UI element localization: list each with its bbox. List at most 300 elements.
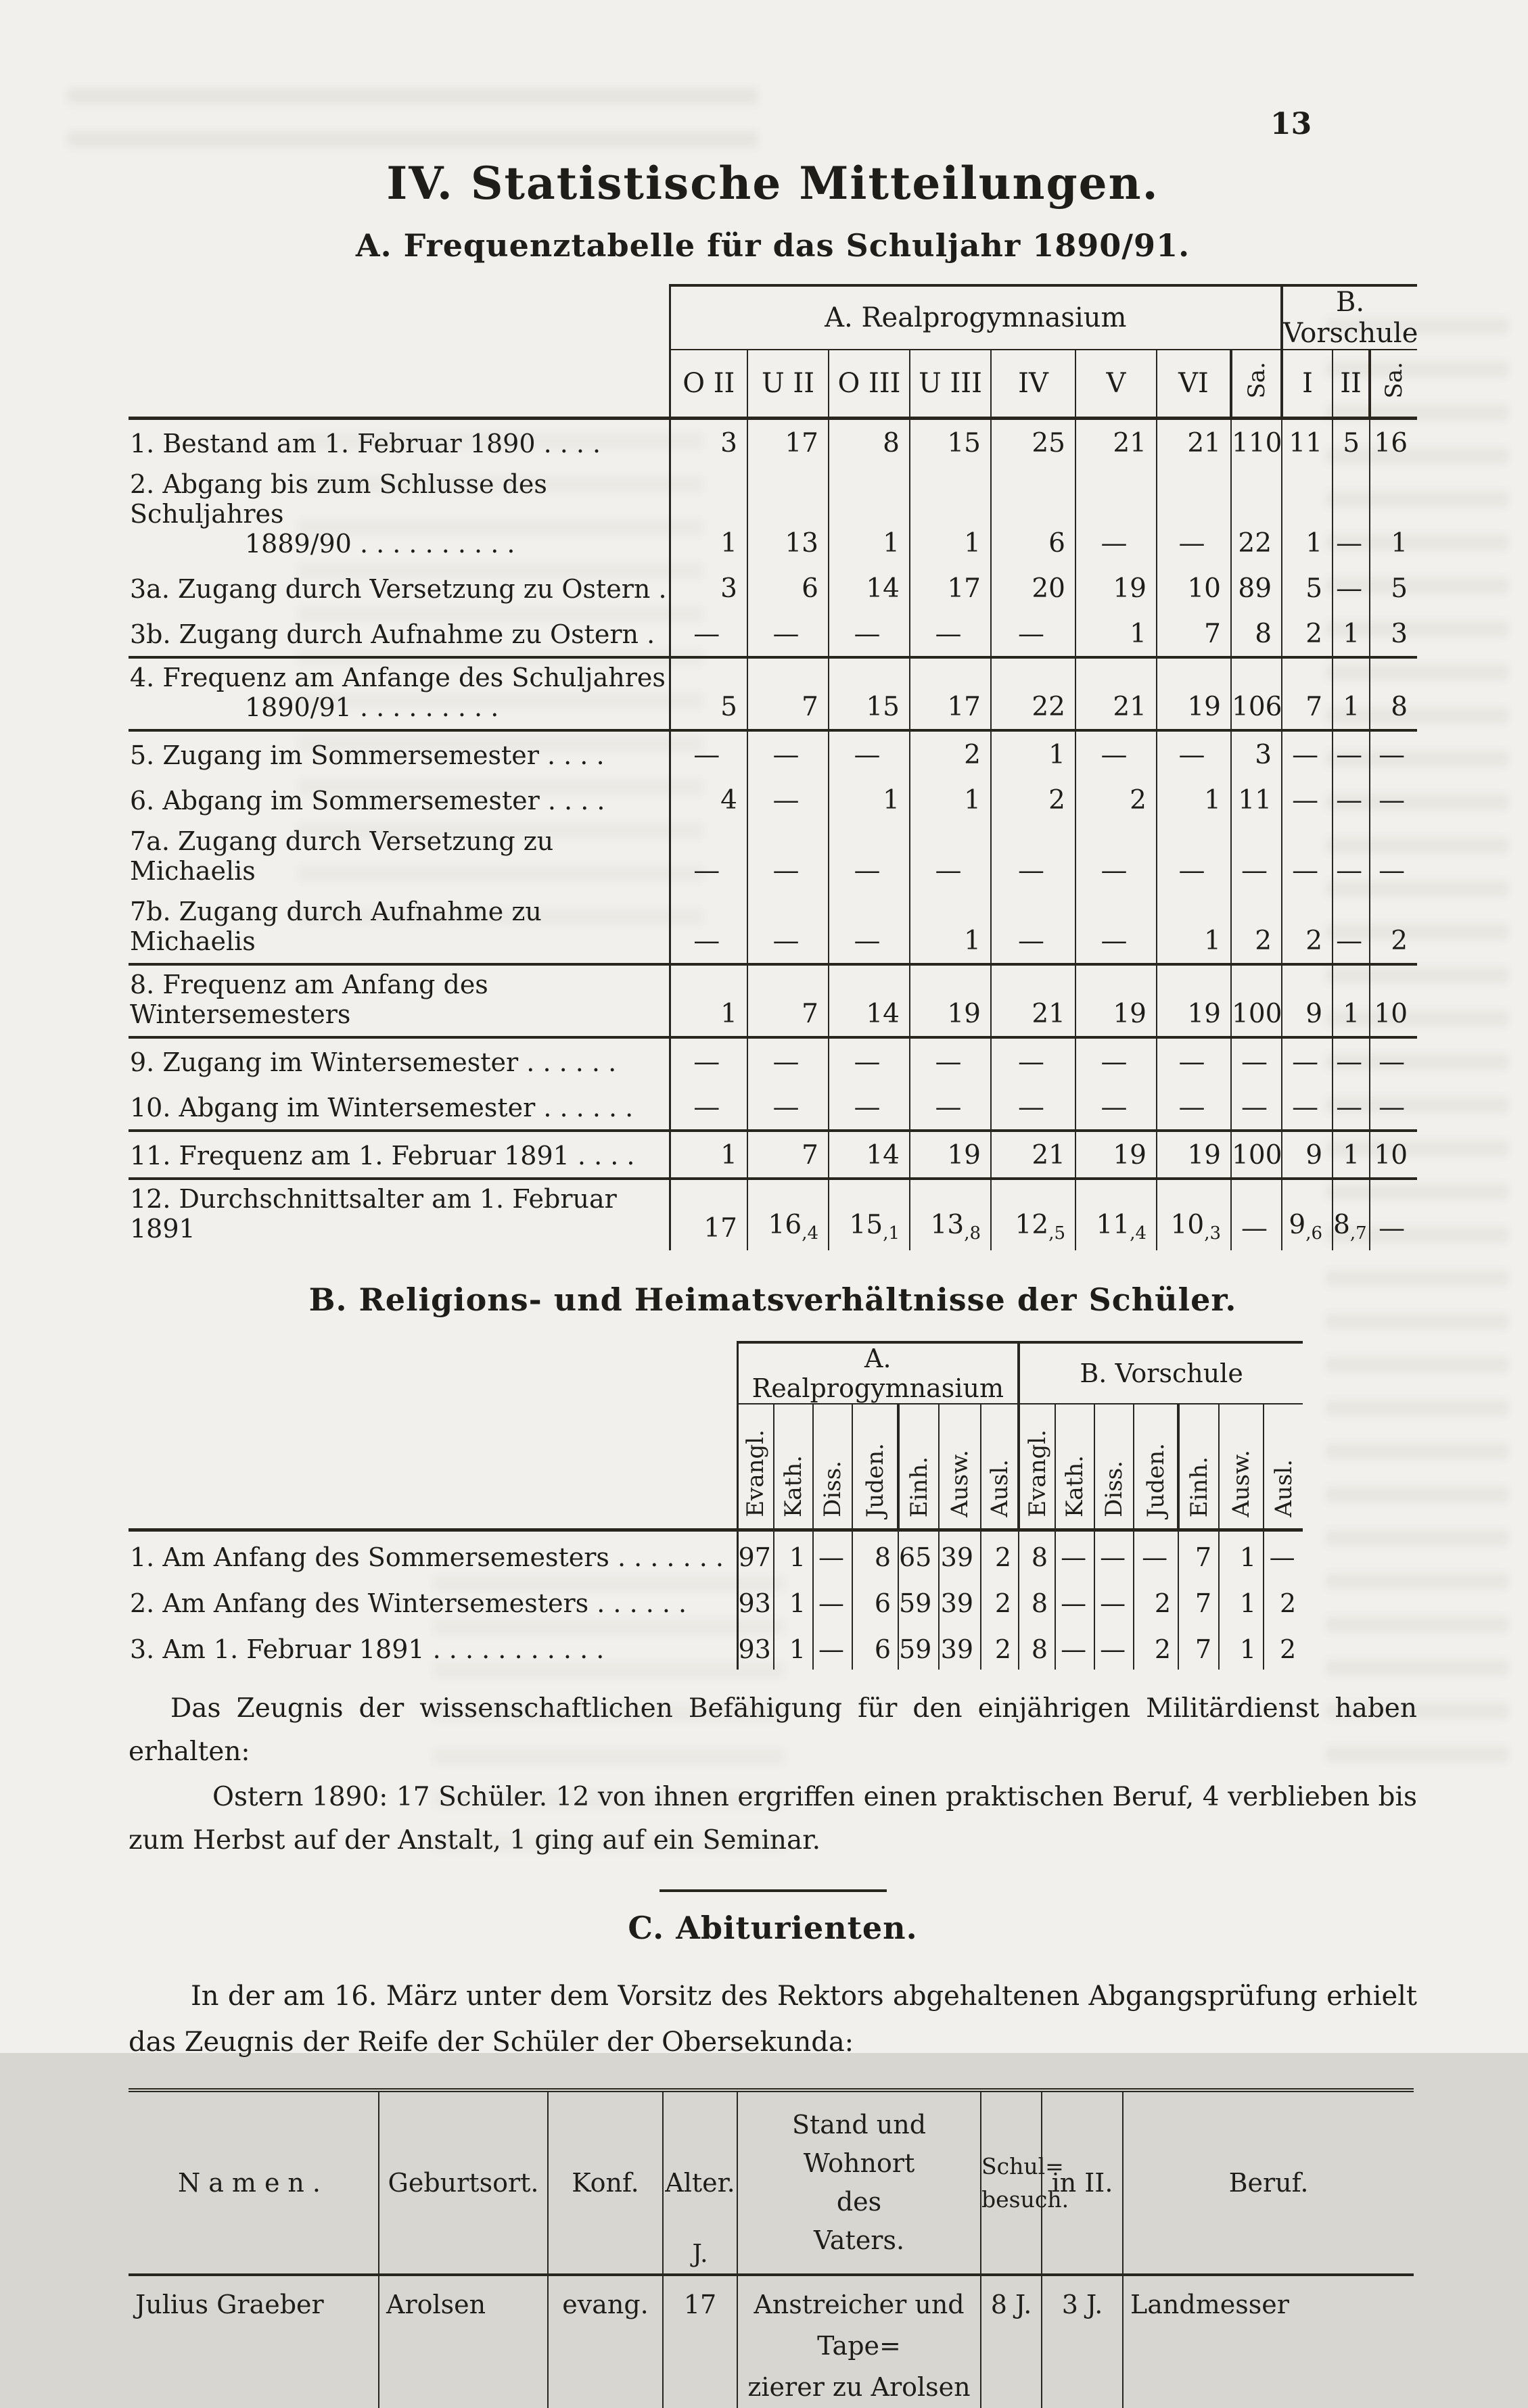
value-cell: —	[1370, 1084, 1417, 1131]
row-label-line: 8. Frequenz am Anfang des Wintersemesters	[130, 970, 488, 1029]
table-row	[129, 777, 1417, 822]
row-label-line: 3b. Zugang durch Aufnahme zu Ostern .	[130, 619, 655, 649]
column-header: VI	[1157, 350, 1231, 419]
row-label	[129, 1131, 670, 1179]
table-b-head	[129, 1342, 1303, 1530]
rotated-label: Einh.	[905, 1456, 933, 1517]
value-cell: 11	[1231, 777, 1282, 822]
column-header	[129, 2090, 379, 2275]
value-cell: 2	[910, 730, 991, 777]
value-cell: 59	[898, 1578, 939, 1624]
column-header	[1264, 1404, 1303, 1530]
value-cell: $15_{,1}$	[829, 1179, 910, 1250]
column-header	[981, 1404, 1019, 1530]
row-label-line: 10. Abgang im Wintersemester . . . . . .	[130, 1093, 634, 1123]
value-cell: —	[693, 740, 720, 770]
value-cell: 4	[720, 785, 737, 816]
value-cell: $10_{,3}$	[1157, 1179, 1231, 1250]
value-cell: —	[991, 611, 1075, 657]
value-cell: —	[813, 1578, 852, 1624]
table-row	[129, 1037, 1417, 1084]
row-label	[129, 1084, 670, 1131]
table-row	[129, 611, 1417, 657]
value-cell: 1	[1333, 964, 1370, 1037]
value-cell: 1	[670, 1131, 747, 1179]
value-cell: 7	[1157, 611, 1231, 657]
value-cell: —	[813, 1530, 852, 1578]
column-header-label: Geburtsort.	[388, 2167, 539, 2198]
value-cell: 2	[981, 1530, 1019, 1578]
value-cell: —	[1075, 1037, 1157, 1084]
value-cell: —	[829, 822, 910, 893]
group-header-row	[129, 285, 1417, 350]
column-header	[737, 2090, 981, 2275]
column-header-label: in II.	[1051, 2167, 1113, 2198]
column-header	[1370, 350, 1417, 419]
value-cell: 1	[1333, 611, 1370, 657]
value-cell: 2	[1282, 893, 1333, 964]
row-label-line: 1. Bestand am 1. Februar 1890 . . . .	[130, 429, 601, 458]
page-title: IV. Statistische Mitteilungen.	[386, 157, 1159, 210]
value-cell: 7	[747, 657, 829, 730]
value-cell: 6	[852, 1624, 898, 1670]
row-label-line: 12. Durchschnittsalter am 1. Februar 1891	[130, 1184, 617, 1244]
military-certificate-note: Das Zeugnis der wissenschaftlichen Befähigung für den einjährigen Militärdienst haben erhalten:	[129, 1693, 1417, 1768]
value-cell: 21	[1157, 419, 1231, 466]
row-label	[129, 822, 670, 893]
value-cell: —	[910, 1037, 991, 1084]
value-cell: 2	[1264, 1578, 1303, 1624]
value-cell: —	[1134, 1530, 1178, 1578]
row-label-line: 3a. Zugang durch Versetzung zu Ostern .	[130, 574, 667, 604]
value-cell: 8	[1019, 1578, 1055, 1624]
group-header-row	[129, 1342, 1303, 1404]
class-header-row	[129, 350, 1417, 419]
value-cell: 21	[1075, 657, 1157, 730]
value-cell: 8	[1370, 657, 1417, 730]
table-row	[129, 1578, 1303, 1624]
value-cell: 3	[720, 428, 737, 458]
value-cell: 19	[1075, 565, 1157, 611]
decimal-part: ,3	[1204, 1223, 1221, 1244]
value-cell: Julius Graeber	[135, 2290, 324, 2320]
row-label	[129, 1179, 670, 1250]
value-cell: 1	[1219, 1624, 1264, 1670]
value-cell: 3	[720, 573, 737, 604]
value-cell: Landmesser	[1123, 2275, 1414, 2407]
rotated-label: Sa.	[1381, 361, 1408, 399]
value-cell: 1	[991, 730, 1075, 777]
value-cell: 3 J.	[1042, 2275, 1123, 2407]
value-cell: —	[1370, 730, 1417, 777]
decimal-part: ,5	[1048, 1223, 1065, 1244]
value-cell: —	[1157, 465, 1231, 565]
value-cell: 1	[829, 465, 910, 565]
row-label: 2. Am Anfang des Wintersemesters . . . . . .	[129, 1578, 737, 1624]
value-cell: 19	[1075, 1131, 1157, 1179]
table-c-head	[129, 2090, 1414, 2275]
value-cell: —	[670, 611, 747, 657]
row-label-line: 5. Zugang im Sommersemester . . . .	[130, 740, 605, 770]
religion-residence-table	[129, 1341, 1303, 1670]
column-header: U III	[910, 350, 991, 419]
value-cell: 17	[910, 565, 991, 611]
value-cell: evang.	[548, 2275, 663, 2407]
row-label	[129, 565, 670, 611]
value-cell: 8	[1231, 611, 1282, 657]
value-cell: —	[747, 777, 829, 822]
value-cell: 2	[981, 1578, 1019, 1624]
column-header-label: Namen.	[178, 2167, 329, 2198]
value-cell: $8_{,7}$	[1333, 1179, 1370, 1250]
row-label	[129, 964, 670, 1037]
value-cell: 3	[1370, 611, 1417, 657]
value-cell: —	[1370, 822, 1417, 893]
table-row	[129, 1131, 1417, 1179]
rotated-label: Ausl.	[1270, 1459, 1297, 1517]
value-cell: 39	[939, 1624, 981, 1670]
value-cell: 1	[1282, 465, 1333, 565]
abiturienten-intro: In der am 16. März unter dem Vorsitz des Rektors abgehaltenen Abgangsprüfung erhielt das Zeugnis der Reife der Schüler der Obersekunda:	[129, 1981, 1417, 2058]
value-cell: 11	[1282, 419, 1333, 466]
value-cell: —	[829, 611, 910, 657]
row-label-line: 2. Abgang bis zum Schlusse des Schuljahres	[130, 469, 547, 529]
value-cell: 22	[1231, 465, 1282, 565]
column-header	[813, 1404, 852, 1530]
value-cell: $12_{,5}$	[991, 1179, 1075, 1250]
rotated-label: Kath.	[780, 1455, 807, 1517]
value-cell: —	[991, 822, 1075, 893]
value-cell: 1	[720, 528, 737, 559]
value-cell: —	[1333, 893, 1370, 964]
value-cell: 8	[1019, 1624, 1055, 1670]
value-cell: —	[829, 1037, 910, 1084]
value-cell: 19	[1075, 964, 1157, 1037]
value-cell: 8	[852, 1530, 898, 1578]
row-label: 3. Am 1. Februar 1891 . . . . . . . . . . .	[129, 1624, 737, 1670]
rotated-label: Ausl.	[986, 1459, 1013, 1517]
rotated-label: Evangl.	[742, 1430, 770, 1517]
value-cell: 17	[663, 2275, 737, 2407]
rotated-header-row	[129, 1404, 1303, 1530]
value-cell: 6	[852, 1578, 898, 1624]
row-label	[129, 611, 670, 657]
value-cell: 3	[1231, 730, 1282, 777]
value-cell: 1	[1219, 1578, 1264, 1624]
table-row	[129, 964, 1417, 1037]
column-header	[1019, 1404, 1055, 1530]
table-row	[129, 1084, 1417, 1131]
frequency-table	[129, 284, 1417, 1250]
row-label	[129, 893, 670, 964]
group-header: B. Vorschule	[1283, 287, 1418, 349]
rotated-label: Juden.	[1142, 1442, 1170, 1517]
value-cell: $13_{,8}$	[910, 1179, 991, 1250]
row-label-line: 1890/91 . . . . . . . . .	[245, 692, 499, 722]
value-cell: 14	[829, 964, 910, 1037]
table-row	[129, 1179, 1417, 1250]
table-row	[129, 893, 1417, 964]
value-cell: 17	[747, 419, 829, 466]
value-cell: 100	[1231, 1131, 1282, 1179]
value-cell: 2	[981, 1624, 1019, 1670]
page-number: 13	[1270, 107, 1312, 141]
value-cell: 1	[774, 1530, 813, 1578]
military-certificate-detail: Ostern 1890: 17 Schüler. 12 von ihnen ergriffen einen praktischen Beruf, 4 verblieben bis zum Herbst auf der Anstalt, 1 ging auf ein Seminar.	[129, 1781, 1417, 1856]
value-cell: 5	[670, 657, 747, 730]
value-cell: —	[991, 1084, 1075, 1131]
value-cell: —	[1055, 1530, 1094, 1578]
column-header	[1231, 350, 1282, 419]
value-cell: —	[1282, 1084, 1333, 1131]
value-cell: 8	[829, 419, 910, 466]
section-a-heading: A. Frequenztabelle für das Schuljahr 1890/91.	[355, 227, 1190, 264]
decimal-part: ,1	[883, 1223, 900, 1244]
decimal-part: ,4	[1130, 1223, 1147, 1244]
row-label-line: 1889/90 . . . . . . . . . .	[245, 529, 515, 559]
value-cell: 20	[991, 565, 1075, 611]
column-header	[379, 2090, 548, 2275]
value-cell: 6	[991, 465, 1075, 565]
value-cell: 39	[939, 1530, 981, 1578]
column-header: IV	[991, 350, 1075, 419]
table-row	[129, 822, 1417, 893]
page-content	[129, 0, 1417, 2408]
value-cell: —	[747, 1037, 829, 1084]
value-cell: —	[1075, 730, 1157, 777]
value-cell: 2	[1231, 893, 1282, 964]
value-cell: —	[1282, 822, 1333, 893]
value-cell: 7	[1282, 657, 1333, 730]
value-cell: 2	[1134, 1624, 1178, 1670]
value-cell: —	[670, 1084, 747, 1131]
value-cell: —	[1333, 465, 1370, 565]
row-label: 1. Am Anfang des Sommersemesters . . . . . . .	[129, 1530, 737, 1578]
value-cell: 93	[738, 1588, 771, 1618]
value-cell: Anstreicher und Tape= zierer zu Arolsen	[737, 2275, 981, 2407]
value-cell: 7	[1178, 1624, 1219, 1670]
value-cell: 7	[1178, 1530, 1219, 1578]
row-label	[129, 777, 670, 822]
value-cell: 93	[738, 1634, 771, 1664]
value-cell: —	[829, 893, 910, 964]
value-cell: 2	[1370, 893, 1417, 964]
value-cell: $11_{,4}$	[1075, 1179, 1157, 1250]
column-unit-label: J.	[692, 2240, 708, 2269]
corner-spacer	[129, 285, 670, 350]
value-cell: 106	[1231, 657, 1282, 730]
rotated-label: Kath.	[1061, 1455, 1089, 1517]
row-label-line: 7a. Zugang durch Versetzung zu Michaelis	[130, 826, 554, 886]
column-header	[1055, 1404, 1094, 1530]
value-cell: 2	[991, 777, 1075, 822]
value-cell: —	[1075, 822, 1157, 893]
table-row	[129, 657, 1417, 730]
rotated-label: Einh.	[1185, 1456, 1213, 1517]
value-cell: 5	[1370, 565, 1417, 611]
corner-spacer	[129, 1342, 737, 1404]
value-cell: —	[1094, 1530, 1134, 1578]
rotated-label: Diss.	[819, 1461, 846, 1517]
column-header	[1042, 2090, 1123, 2275]
value-cell: —	[747, 822, 829, 893]
decimal-part: ,6	[1305, 1223, 1323, 1244]
value-cell: 9	[1282, 1131, 1333, 1179]
value-cell: 1	[774, 1624, 813, 1670]
table-row	[129, 1624, 1303, 1670]
value-cell: $9_{,6}$	[1282, 1179, 1333, 1250]
value-cell: 5	[1333, 419, 1370, 466]
group-header: A. Realprogymnasium	[737, 1342, 1019, 1404]
value-cell: 21	[991, 1131, 1075, 1179]
corner-spacer	[129, 1404, 737, 1530]
rotated-label: Sa.	[1243, 361, 1270, 399]
value-cell: —	[813, 1624, 852, 1670]
value-cell: 110	[1231, 419, 1282, 466]
table-row	[129, 2275, 1414, 2407]
row-label	[129, 1037, 670, 1084]
table-c-body	[129, 2275, 1414, 2407]
column-header	[663, 2090, 737, 2275]
value-cell: 1	[1370, 465, 1417, 565]
value-cell: 15	[910, 419, 991, 466]
column-header	[898, 1404, 939, 1530]
header-row	[129, 2090, 1414, 2275]
value-cell: 2	[1282, 611, 1333, 657]
value-cell: 19	[1157, 657, 1231, 730]
decimal-part: ,4	[802, 1223, 818, 1244]
value-cell: 1	[910, 465, 991, 565]
value-cell: —	[1075, 1084, 1157, 1131]
value-cell: —	[910, 611, 991, 657]
value-cell: 5	[1282, 565, 1333, 611]
value-cell: —	[1370, 777, 1417, 822]
row-label-line: 6. Abgang im Sommersemester . . . .	[130, 786, 605, 816]
group-header: B. Vorschule	[1019, 1342, 1303, 1404]
value-cell: —	[1333, 777, 1370, 822]
value-cell: 8 J.	[981, 2275, 1042, 2407]
value-cell: —	[1075, 893, 1157, 964]
column-header-label: Beruf.	[1228, 2167, 1309, 2198]
value-cell: 7	[747, 964, 829, 1037]
table-row	[129, 730, 1417, 777]
value-cell: 1	[910, 893, 991, 964]
row-label	[129, 419, 670, 466]
table-row	[129, 565, 1417, 611]
value-cell: —	[747, 611, 829, 657]
value-cell: —	[1264, 1530, 1303, 1578]
value-cell: 19	[1157, 964, 1231, 1037]
section-c-heading: C. Abiturienten.	[628, 1910, 918, 1947]
value-cell: 8	[1019, 1530, 1055, 1578]
value-cell: 21	[1075, 419, 1157, 466]
value-cell: —	[1094, 1624, 1134, 1670]
value-cell: —	[1157, 1037, 1231, 1084]
value-cell: —	[693, 855, 720, 886]
value-cell: —	[1231, 1037, 1282, 1084]
column-header: V	[1075, 350, 1157, 419]
group-header: A. Realprogymnasium	[670, 285, 1282, 350]
column-header	[1123, 2090, 1414, 2275]
value-cell: —	[1231, 822, 1282, 893]
value-cell: —	[1055, 1624, 1094, 1670]
value-cell: —	[991, 1037, 1075, 1084]
value-cell: 89	[1231, 565, 1282, 611]
value-cell: 13	[747, 465, 829, 565]
value-cell: 14	[829, 565, 910, 611]
value-cell: —	[910, 1084, 991, 1131]
value-cell: 1	[1157, 893, 1231, 964]
value-cell: —	[1157, 822, 1231, 893]
value-cell: 2	[1264, 1624, 1303, 1670]
value-cell: 10	[1370, 1131, 1417, 1179]
row-label-line: 4. Frequenz am Anfange des Schuljahres	[130, 663, 666, 692]
value-cell: 9	[1282, 964, 1333, 1037]
value-cell: 1	[829, 777, 910, 822]
value-cell: 14	[829, 1131, 910, 1179]
value-cell: —	[1333, 565, 1370, 611]
value-cell: 17	[703, 1213, 737, 1244]
value-cell: 16	[1370, 419, 1417, 466]
value-cell: —	[1231, 1179, 1282, 1250]
column-header	[852, 1404, 898, 1530]
value-cell: —	[1370, 1037, 1417, 1084]
value-cell: $16_{,4}$	[747, 1179, 829, 1250]
column-header: II	[1333, 350, 1370, 419]
value-cell: 7	[747, 1131, 829, 1179]
value-cell: —	[1370, 1179, 1417, 1250]
value-cell: —	[1333, 730, 1370, 777]
value-cell: —	[747, 730, 829, 777]
value-cell: 1	[774, 1578, 813, 1624]
value-cell: —	[1333, 822, 1370, 893]
rotated-label: Ausw.	[946, 1450, 973, 1517]
abiturienten-table	[129, 2088, 1414, 2407]
column-header	[737, 1404, 774, 1530]
table-a-body	[129, 419, 1417, 1251]
value-cell: —	[670, 893, 747, 964]
value-cell: —	[910, 822, 991, 893]
value-cell: 1	[1333, 1131, 1370, 1179]
value-cell: —	[747, 893, 829, 964]
decimal-part: ,8	[964, 1223, 981, 1244]
value-cell: —	[1333, 1037, 1370, 1084]
value-cell: —	[1094, 1578, 1134, 1624]
value-cell: —	[747, 1084, 829, 1131]
decimal-part: ,7	[1349, 1223, 1367, 1244]
column-header	[981, 2090, 1069, 2275]
column-header-label: Alter.	[665, 2167, 735, 2198]
rotated-label: Diss.	[1101, 1461, 1128, 1517]
value-cell: —	[1282, 1037, 1333, 1084]
value-cell: 97	[738, 1542, 771, 1572]
value-cell: 22	[991, 657, 1075, 730]
rotated-label: Juden.	[861, 1442, 889, 1517]
value-cell: —	[1282, 777, 1333, 822]
column-header: O II	[670, 350, 747, 419]
value-cell: —	[693, 1047, 720, 1077]
column-header-label: Konf.	[572, 2167, 639, 2198]
value-cell: 10	[1157, 565, 1231, 611]
value-cell: —	[1333, 1084, 1370, 1131]
value-cell: 1	[1075, 611, 1157, 657]
column-header: O III	[829, 350, 910, 419]
value-cell: —	[1157, 730, 1231, 777]
value-cell: 21	[991, 964, 1075, 1037]
section-divider	[659, 1889, 887, 1892]
column-header: I	[1282, 350, 1333, 419]
value-cell: 1	[1333, 657, 1370, 730]
